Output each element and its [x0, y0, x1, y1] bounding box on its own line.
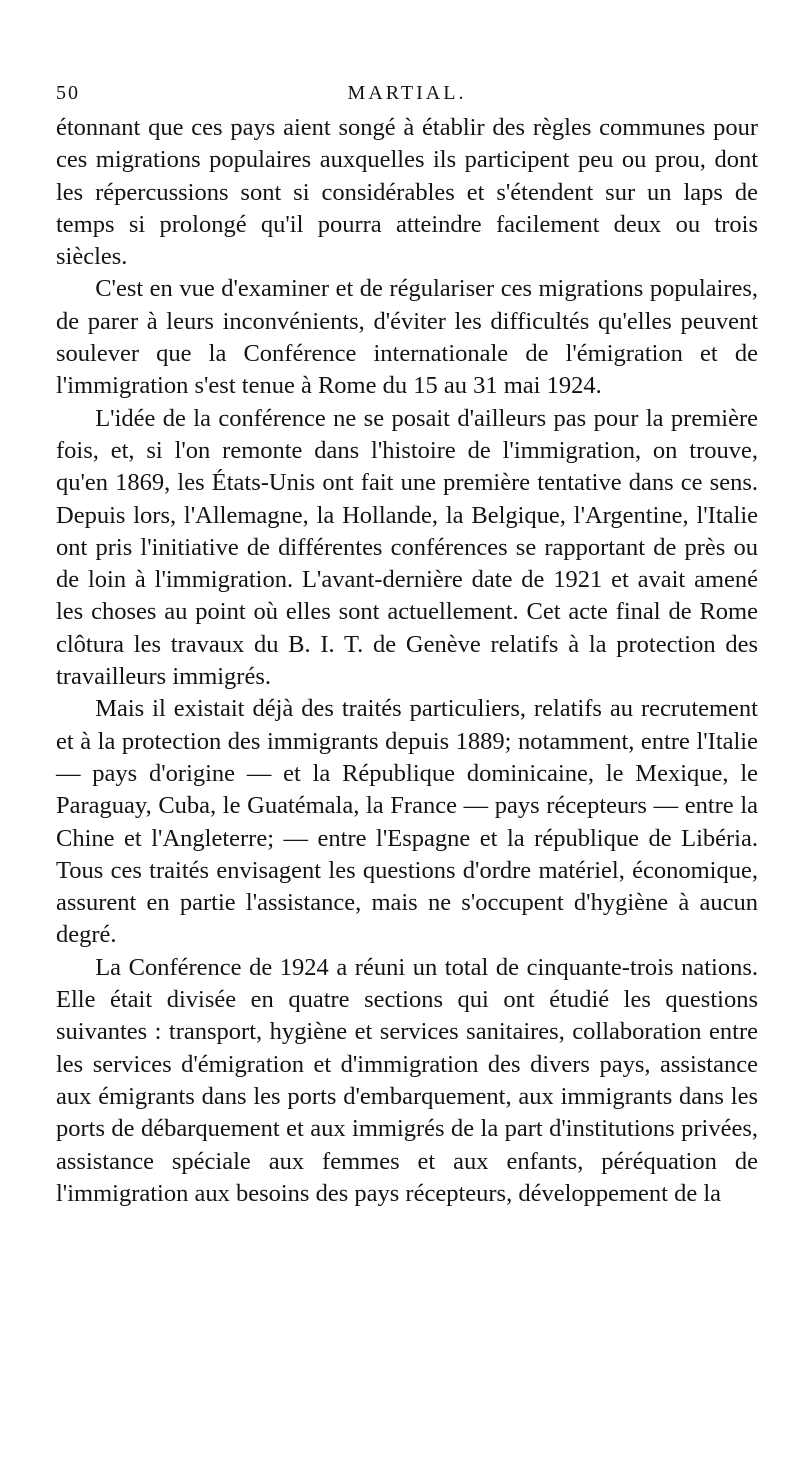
paragraph-conference-1924-sections: La Conférence de 1924 a réuni un total de cinquante-trois nations. Elle était divisée en quatre sections qui ont étudié les questions suivantes : transport, hygiène et services sanitaires, collaboration entre les services d'émigration et d'immigration des divers pays, assistance aux émigrants dans les ports d'embarquement, aux immigrants dans les ports de débarquement et aux immigrés de la part d'institutions privées, assistance spéciale aux femmes et aux enfants, péréquation de l'immigration aux besoins des pays récepteurs, développement de la [56, 953, 758, 1207]
book-page [56, 82, 758, 1210]
paragraph-continuation: étonnant que ces pays aient songé à établir des règles communes pour ces migrations populaires auxquelles ils participent peu ou prou, dont les répercussions sont si considérables et s'étendent sur un laps de temps si prolongé qu'il pourra atteindre facilement deux ou trois siècles. [56, 114, 758, 271]
paragraph-particular-treaties: Mais il existait déjà des traités particuliers, relatifs au recrutement et à la protection des immigrants depuis 1889; notamment, entre l'Italie — pays d'origine — et la République dominicaine, le Mexique, le Paraguay, Cuba, le Guatémala, la France — pays récepteurs — entre la Chine et l'Angleterre; — entre l'Espagne et la république de Libéria. Tous ces traités envisagent les questions d'ordre matériel, économique, assurent en partie l'assistance, mais ne s'occupent d'hygiène à aucun degré. [56, 695, 758, 949]
body-text [56, 112, 758, 1210]
paragraph-conference-rome: C'est en vue d'examiner et de régulariser ces migrations populaires, de parer à leurs inconvénients, d'éviter les difficultés qu'elles peuvent soulever que la Conférence internationale de l'émigration et de l'immigration s'est tenue à Rome du 15 au 31 mai 1924. [56, 275, 758, 400]
running-head [56, 82, 758, 112]
paragraph-history-of-conferences: L'idée de la conférence ne se posait d'ailleurs pas pour la première fois, et, si l'on remonte dans l'histoire de l'immigration, on trouve, qu'en 1869, les États-Unis ont fait une première tentative dans ce sens. Depuis lors, l'Allemagne, la Hollande, la Belgique, l'Argentine, l'Italie ont pris l'initiative de différentes conférences se rapportant de près ou de loin à l'immigration. L'avant-dernière date de 1921 et avait amené les choses au point où elles sont actuellement. Cet acte final de Rome clôtura les travaux du B. I. T. de Genève relatifs à la protection des travailleurs immigrés. [56, 404, 758, 691]
page-number: 50 [56, 82, 80, 104]
running-title: MARTIAL. [347, 82, 467, 104]
